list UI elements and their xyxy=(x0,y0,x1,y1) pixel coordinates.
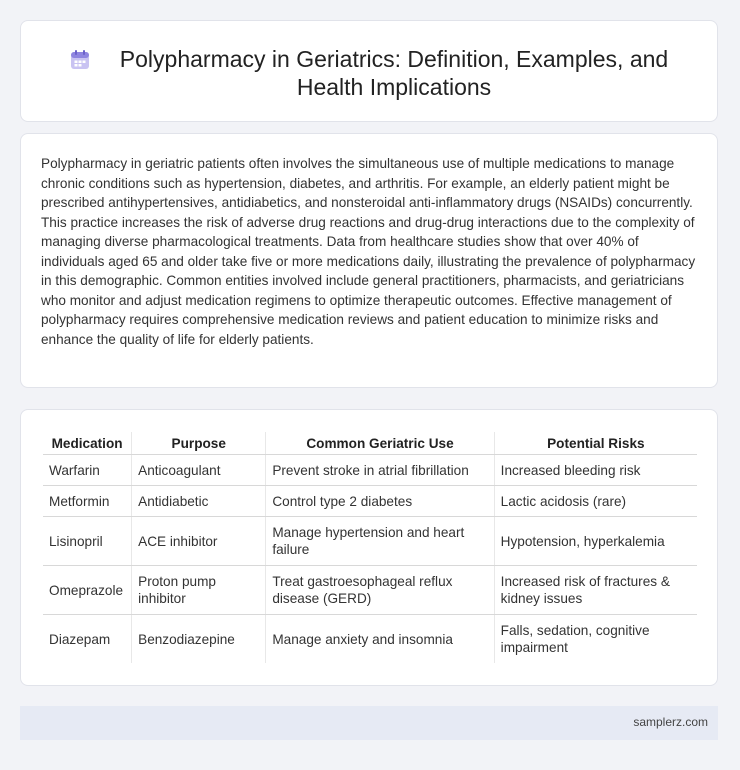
table-row xyxy=(43,455,697,486)
cell-purpose: Proton pump inhibitor xyxy=(132,566,266,615)
cell-medication: Warfarin xyxy=(43,455,132,486)
cell-risks: Increased bleeding risk xyxy=(494,455,697,486)
cell-medication: Lisinopril xyxy=(43,517,132,566)
cell-purpose: Benzodiazepine xyxy=(132,615,266,664)
cell-purpose: ACE inhibitor xyxy=(132,517,266,566)
table-row xyxy=(43,517,697,566)
cell-risks: Lactic acidosis (rare) xyxy=(494,486,697,517)
table-row xyxy=(43,615,697,664)
calendar-icon xyxy=(68,48,92,72)
cell-common-use: Treat gastroesophageal reflux disease (GERD) xyxy=(266,566,494,615)
cell-common-use: Manage anxiety and insomnia xyxy=(266,615,494,664)
table-row xyxy=(43,566,697,615)
footer-bar xyxy=(20,706,718,740)
cell-purpose: Antidiabetic xyxy=(132,486,266,517)
cell-medication: Diazepam xyxy=(49,631,111,647)
cell-purpose: Anticoagulant xyxy=(132,455,266,486)
column-header-purpose: Purpose xyxy=(132,432,266,455)
cell-risks: Hypotension, hyperkalemia xyxy=(494,517,697,566)
table-row xyxy=(43,486,697,517)
column-header-medication: Medication xyxy=(43,432,132,455)
column-header-common-use: Common Geriatric Use xyxy=(266,432,494,455)
cell-risks: Falls, sedation, cognitive impairment xyxy=(494,615,697,664)
cell-common-use: Prevent stroke in atrial fibrillation xyxy=(266,455,494,486)
page-title: Polypharmacy in Geriatrics: Definition, Examples, and Health Implications xyxy=(119,46,669,100)
table-header-row xyxy=(43,432,697,455)
cell-medication: Omeprazole xyxy=(43,566,132,615)
description-card xyxy=(20,133,718,388)
cell-common-use: Manage hypertension and heart failure xyxy=(266,517,494,566)
cell-common-use: Control type 2 diabetes xyxy=(266,486,494,517)
cell-medication: Metformin xyxy=(43,486,132,517)
medication-table xyxy=(43,432,697,663)
footer-site-link[interactable]: samplerz.com xyxy=(633,715,708,729)
title-card xyxy=(20,20,718,122)
column-header-risks: Potential Risks xyxy=(494,432,697,455)
cell-risks: Increased risk of fractures & kidney issues xyxy=(494,566,697,615)
description-paragraph: Polypharmacy in geriatric patients often involves the simultaneous use of multiple medications to manage chronic conditions such as hypertension, diabetes, and arthritis. For example, an elderly patient might be prescribed antihypertensives, antidiabetics, and nonsteroidal anti-inflammatory drugs (NSAIDs) concurrently. This practice increases the risk of adverse drug reactions and drug-drug interactions due to the complexity of managing diverse pharmacological treatments. Data from healthcare studies show that over 40% of individuals aged 65 and older take five or more medications daily, illustrating the prevalence of polypharmacy in this demographic. Common entities involved include general practitioners, pharmacists, and geriatricians who monitor and adjust medication regimens to optimize therapeutic outcomes. Effective management of polypharmacy requires comprehensive medication reviews and patient education to minimize risks and enhance the quality of life for elderly patients. xyxy=(41,156,696,347)
medication-table-card xyxy=(20,409,718,686)
